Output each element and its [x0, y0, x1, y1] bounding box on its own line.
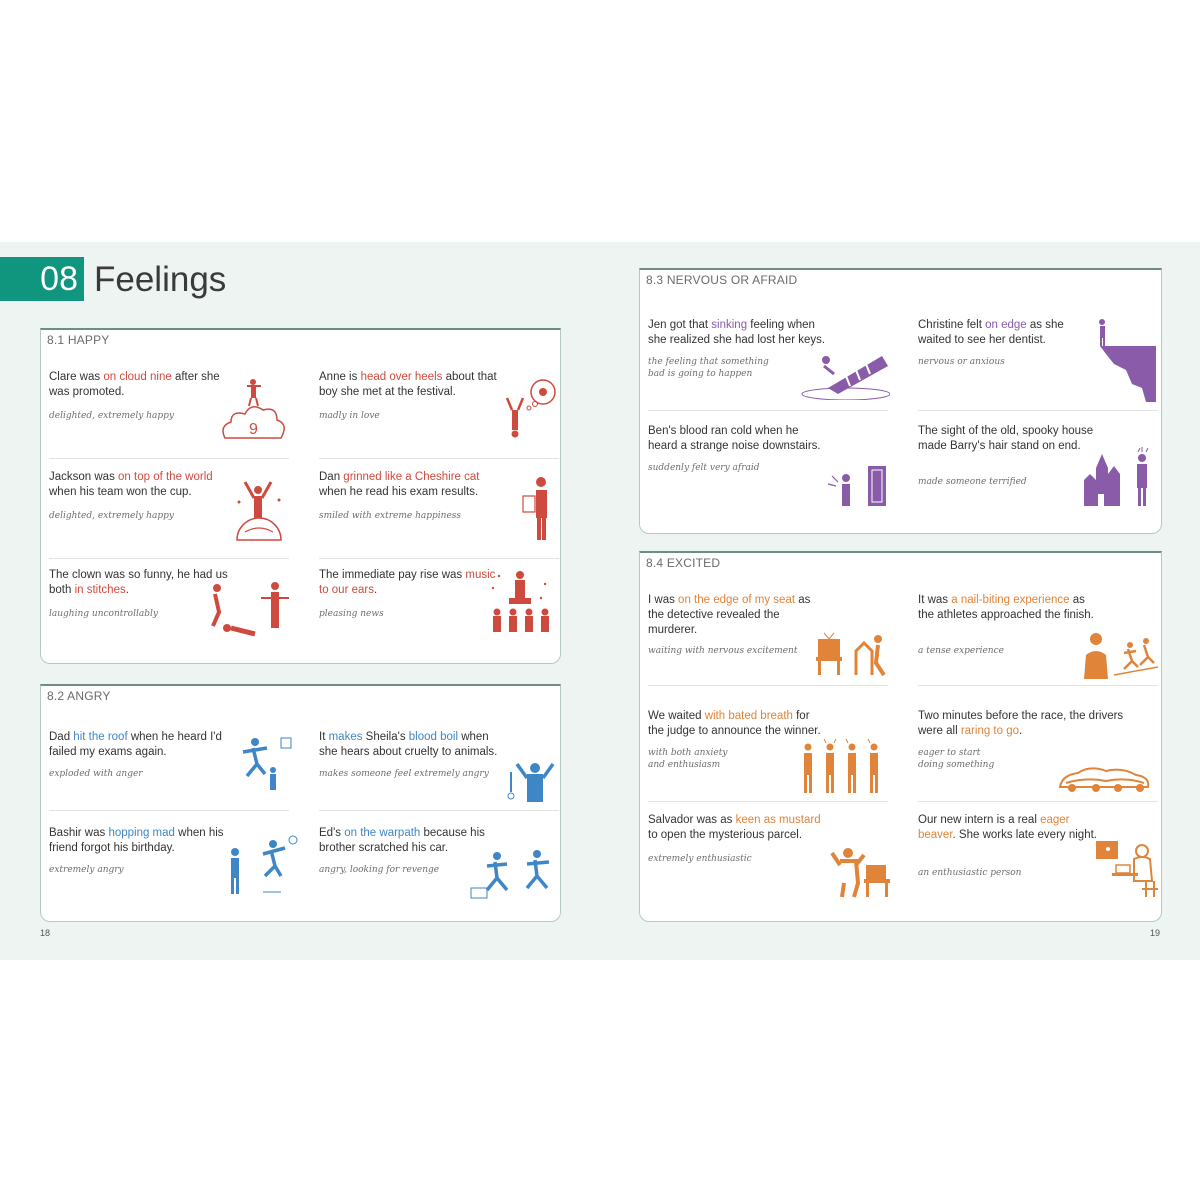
grinning-person-icon	[519, 474, 559, 544]
definition: delighted, extremely happy	[49, 411, 174, 421]
idiom-entry: The immediate pay rise was music to our ears. pleasing news	[319, 568, 559, 656]
idiom-entry: Bashir was hopping mad when his friend forgot his birthday. extremely angry	[49, 826, 289, 906]
chasing-people-icon	[467, 848, 557, 904]
idiom-text: makes	[328, 731, 363, 743]
section-nervous	[639, 268, 1162, 534]
definition: pleasing news	[319, 609, 384, 619]
parcel-opening-icon	[828, 839, 892, 899]
idiom-entry: Christine felt on edge as she waited to see her dentist. nervous or anxious	[918, 318, 1158, 411]
definition: extremely enthusiastic	[648, 854, 752, 864]
spooky-castle-icon	[1078, 444, 1158, 508]
page-number-right: 19	[1150, 928, 1161, 938]
definition: eager to start doing something	[918, 748, 995, 770]
person-on-globe-icon	[229, 472, 289, 542]
idiom-entry: The clown was so funny, he had us both in stitches. laughing uncontrollably	[49, 568, 289, 656]
nail-biting-icon	[1074, 629, 1158, 679]
idiom-text: music to our ears	[319, 569, 496, 596]
idiom-text: head over heels	[360, 371, 443, 383]
definition: laughing uncontrollably	[49, 609, 158, 619]
chapter-title: Feelings	[94, 260, 227, 299]
idiom-entry: Ben's blood ran cold when he heard a strange noise downstairs. suddenly felt very afraid	[648, 424, 888, 516]
idiom-text: on the edge of my seat	[678, 594, 796, 606]
idiom-text: on top of the world	[118, 471, 213, 483]
jumping-angry-person-icon	[233, 730, 297, 800]
section-excited	[639, 551, 1162, 922]
definition: suddenly felt very afraid	[648, 463, 760, 473]
idiom-text: a nail-biting experience	[951, 594, 1070, 606]
idiom-text: keen as mustard	[735, 814, 821, 826]
definition: makes someone feel extremely angry	[319, 769, 489, 779]
desk-worker-icon	[1094, 837, 1160, 899]
idiom-text: blood boil	[408, 731, 459, 743]
cliff-edge-icon	[1092, 318, 1156, 404]
definition: nervous or anxious	[918, 357, 1005, 367]
definition: an enthusiastic person	[918, 868, 1022, 878]
idiom-text: grinned like a Cheshire cat	[343, 471, 480, 483]
section-happy	[40, 328, 561, 664]
hopping-person-icon	[219, 830, 303, 900]
idiom-entry: Salvador was as keen as mustard to open the mysterious parcel. extremely enthusiastic	[648, 813, 888, 905]
race-cars-icon	[1056, 757, 1152, 793]
idiom-entry: I was on the edge of my seat as the detective revealed the murderer. waiting with nervous excitement	[648, 593, 888, 686]
idiom-entry: The sight of the old, spooky house made Barry's hair stand on end. made someone terrified	[918, 424, 1158, 516]
section-angry	[40, 684, 561, 922]
section-title: 8.3 NERVOUS OR AFRAID	[646, 273, 798, 287]
watching-tv-icon	[814, 629, 890, 679]
idiom-text: eager beaver	[918, 814, 1070, 841]
definition: exploded with anger	[49, 769, 143, 779]
waiting-contestants-icon	[794, 737, 888, 797]
idiom-entry: Two minutes before the race, the drivers were all raring to go. eager to start doing something	[918, 709, 1158, 802]
definition: waiting with nervous excitement	[648, 646, 798, 656]
idiom-entry: Clare was on cloud nine after she was promoted. delighted, extremely happy 9	[49, 370, 289, 459]
chapter-number: 08	[0, 257, 84, 301]
definition: the feeling that something bad is going to happen	[648, 357, 769, 379]
idiom-entry: It makes Sheila's blood boil when she hears about cruelty to animals. makes someone feel extremely angry	[319, 730, 559, 811]
idiom-text: with bated breath	[704, 710, 793, 722]
svg-text:9: 9	[249, 421, 258, 438]
idiom-text: on cloud nine	[103, 371, 172, 383]
person-on-cloud-nine-icon	[217, 376, 289, 442]
idiom-entry: Ed's on the warpath because his brother scratched his car. angry, looking for revenge	[319, 826, 559, 906]
definition: angry, looking for revenge	[319, 865, 440, 875]
idiom-text: hit the roof	[73, 731, 128, 743]
idiom-entry: We waited with bated breath for the judge to announce the winner. with both anxiety and enthusiasm	[648, 709, 888, 802]
definition: extremely angry	[49, 865, 124, 875]
idiom-entry: Dan grinned like a Cheshire cat when he read his exam results. smiled with extreme happiness	[319, 470, 559, 559]
definition: with both anxiety and enthusiasm	[648, 748, 728, 770]
scared-at-door-icon	[824, 458, 888, 508]
boiling-person-icon	[507, 758, 557, 804]
sinking-ship-icon	[798, 348, 890, 400]
upside-down-person-icon	[499, 374, 559, 440]
idiom-entry: Dad hit the roof when he heard I'd failed my exams again. exploded with anger	[49, 730, 289, 811]
idiom-entry: Anne is head over heels about that boy she met at the festival. madly in love	[319, 370, 559, 459]
page-number-left: 18	[40, 928, 51, 938]
idiom-entry: It was a nail-biting experience as the athletes approached the finish. a tense experience	[918, 593, 1158, 686]
section-title: 8.1 HAPPY	[47, 333, 110, 347]
idiom-text: on edge	[985, 319, 1027, 331]
idiom-text: raring to go	[960, 725, 1020, 737]
idiom-entry: Our new intern is a real eager beaver. She works late every night. an enthusiastic person	[918, 813, 1158, 905]
speaker-and-audience-icon	[485, 568, 557, 642]
laughing-people-icon	[205, 578, 295, 642]
definition: delighted, extremely happy	[49, 511, 174, 521]
idiom-text: hopping mad	[108, 827, 175, 839]
definition: smiled with extreme happiness	[319, 511, 462, 521]
definition: made someone terrified	[918, 477, 1027, 487]
idiom-text: in stitches	[74, 584, 126, 596]
definition: madly in love	[319, 411, 380, 421]
section-title: 8.2 ANGRY	[47, 689, 111, 703]
idiom-text: on the warpath	[344, 827, 421, 839]
idiom-entry: Jackson was on top of the world when his team won the cup. delighted, extremely happy	[49, 470, 289, 559]
definition: a tense experience	[918, 646, 1004, 656]
idiom-entry: Jen got that sinking feeling when she realized she had lost her keys. the feeling that something bad is going to happen	[648, 318, 888, 411]
idiom-text: sinking	[711, 319, 748, 331]
section-title: 8.4 EXCITED	[646, 556, 721, 570]
